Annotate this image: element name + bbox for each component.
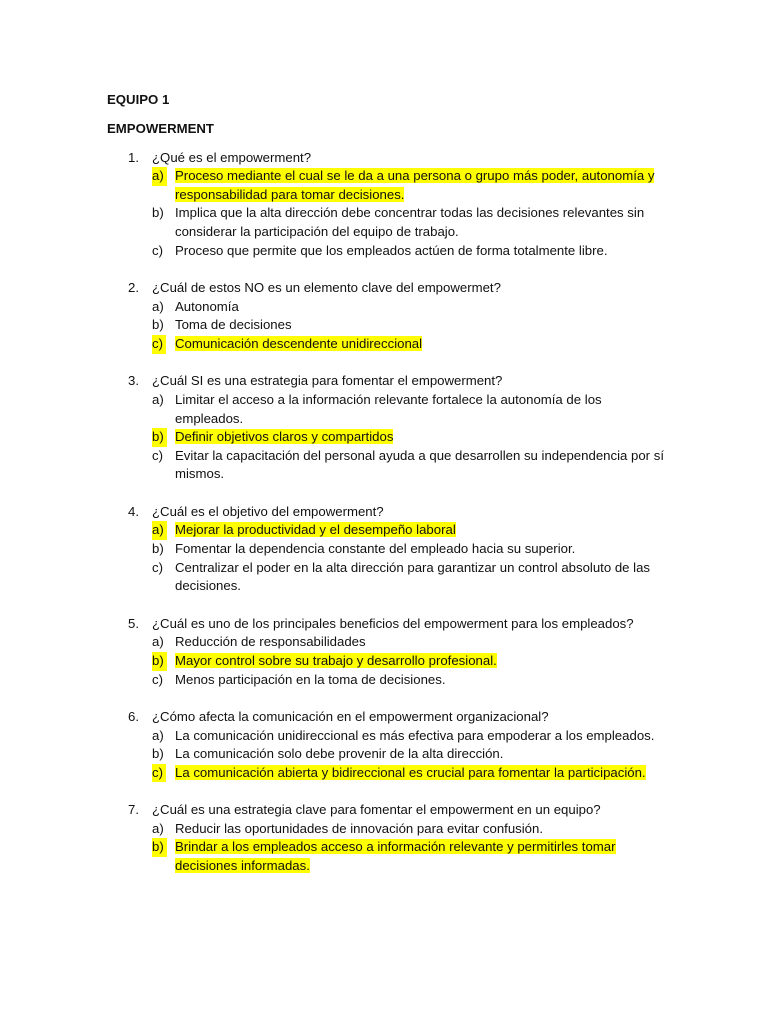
- option-letter: b): [152, 746, 164, 762]
- question-number: 4.: [128, 503, 139, 519]
- option-list: [152, 391, 668, 484]
- option-item: [152, 820, 668, 839]
- highlighted-answer-text: La comunicación abierta y bidireccional es crucial para fomentar la participación.: [175, 764, 646, 780]
- question-number: 5.: [128, 615, 139, 631]
- question-number: 6.: [128, 708, 139, 724]
- option-item-correct: [152, 335, 668, 354]
- option-text: Limitar el acceso a la información relevante fortalece la autonomía de los empleados.: [175, 392, 602, 426]
- highlighted-answer-text: Brindar a los empleados acceso a información relevante y permitirles tomar decisiones informadas.: [175, 839, 616, 874]
- topic-heading: EMPOWERMENT: [107, 121, 214, 137]
- question-item: [107, 372, 668, 484]
- question-text: ¿Cuál es uno de los principales beneficios del empowerment para los empleados?: [152, 615, 634, 631]
- option-text: La comunicación solo debe provenir de la alta dirección.: [175, 746, 504, 762]
- highlighted-answer-text: Mejorar la productividad y el desempeño laboral: [175, 522, 456, 538]
- question-number: 2.: [128, 280, 139, 296]
- option-letter: c): [152, 242, 163, 258]
- option-letter: c): [152, 764, 166, 783]
- option-letter: b): [152, 838, 167, 857]
- option-text: La comunicación unidireccional es más efectiva para empoderar a los empleados.: [175, 727, 655, 743]
- option-letter: c): [152, 671, 163, 687]
- option-letter: b): [152, 205, 164, 221]
- option-item-correct: [152, 764, 668, 783]
- option-letter: c): [152, 447, 163, 463]
- option-letter: b): [152, 428, 167, 447]
- option-list: [152, 820, 668, 876]
- option-item: [152, 298, 668, 317]
- question-number: 1.: [128, 149, 139, 165]
- highlighted-answer-text: Definir objetivos claros y compartidos: [175, 429, 394, 445]
- option-letter: a): [152, 167, 167, 186]
- highlighted-answer-text: Proceso mediante el cual se le da a una persona o grupo más poder, autonomía y responsabilidad para tomar decisiones.: [175, 168, 655, 202]
- question-item: [107, 149, 668, 261]
- question-item: [107, 708, 668, 782]
- option-text: Menos participación en la toma de decisiones.: [175, 671, 446, 687]
- option-item: [152, 633, 668, 652]
- option-letter: c): [152, 559, 163, 575]
- option-item: [152, 316, 668, 335]
- option-letter: a): [152, 727, 164, 743]
- option-item: [152, 671, 668, 690]
- option-item: [152, 391, 668, 428]
- option-letter: a): [152, 634, 164, 650]
- option-text: Reducir las oportunidades de innovación para evitar confusión.: [175, 820, 544, 836]
- option-list: [152, 521, 668, 595]
- option-list: [152, 727, 668, 783]
- option-item: [152, 745, 668, 764]
- option-letter: b): [152, 652, 167, 671]
- option-item: [152, 242, 668, 261]
- question-text: ¿Cuál es una estrategia clave para fomentar el empowerment en un equipo?: [152, 802, 601, 818]
- question-list: [107, 149, 668, 876]
- option-item-correct: [152, 167, 668, 204]
- option-text: Autonomía: [175, 298, 239, 314]
- option-item-correct: [152, 521, 668, 540]
- option-text: Fomentar la dependencia constante del empleado hacia su superior.: [175, 541, 576, 557]
- question-item: [107, 279, 668, 353]
- option-item: [152, 447, 668, 484]
- option-item: [152, 559, 668, 596]
- option-letter: a): [152, 820, 164, 836]
- highlighted-answer-text: Mayor control sobre su trabajo y desarrollo profesional.: [175, 652, 497, 668]
- question-number: 7.: [128, 802, 139, 818]
- option-item-correct: [152, 428, 668, 447]
- option-text: Reducción de responsabilidades: [175, 634, 366, 650]
- option-letter: a): [152, 392, 164, 407]
- question-item: [107, 801, 668, 875]
- question-number: 3.: [128, 373, 139, 389]
- option-text: Toma de decisiones: [175, 317, 292, 333]
- option-item-correct: [152, 652, 668, 671]
- option-item: [152, 540, 668, 559]
- option-item-correct: [152, 838, 668, 875]
- question-text: ¿Cómo afecta la comunicación en el empowerment organizacional?: [152, 708, 549, 724]
- option-letter: c): [152, 335, 166, 354]
- option-letter: b): [152, 317, 164, 333]
- option-text: Centralizar el poder en la alta dirección para garantizar un control absoluto de las decisiones.: [175, 559, 651, 594]
- question-item: [107, 503, 668, 596]
- option-text: Implica que la alta dirección debe concentrar todas las decisiones relevantes sin considerar la participación del equipo de trabajo.: [175, 205, 645, 240]
- question-item: [107, 615, 668, 689]
- option-item: [152, 727, 668, 746]
- option-letter: a): [152, 298, 164, 314]
- question-text: ¿Qué es el empowerment?: [152, 149, 312, 165]
- option-list: [152, 167, 668, 260]
- question-text: ¿Cuál es el objetivo del empowerment?: [152, 503, 384, 519]
- option-list: [152, 633, 668, 689]
- team-heading: EQUIPO 1: [107, 92, 170, 107]
- option-item: [152, 204, 668, 241]
- highlighted-answer-text: Comunicación descendente unidireccional: [175, 335, 423, 351]
- question-text: ¿Cuál de estos NO es un elemento clave del empowermet?: [152, 280, 501, 296]
- option-text: Evitar la capacitación del personal ayuda a que desarrollen su independencia por sí mismos.: [175, 447, 664, 482]
- question-text: ¿Cuál SI es una estrategia para fomentar el empowerment?: [152, 373, 503, 389]
- option-text: Proceso que permite que los empleados actúen de forma totalmente libre.: [175, 242, 608, 258]
- option-letter: b): [152, 541, 164, 557]
- option-letter: a): [152, 521, 167, 540]
- option-list: [152, 298, 668, 354]
